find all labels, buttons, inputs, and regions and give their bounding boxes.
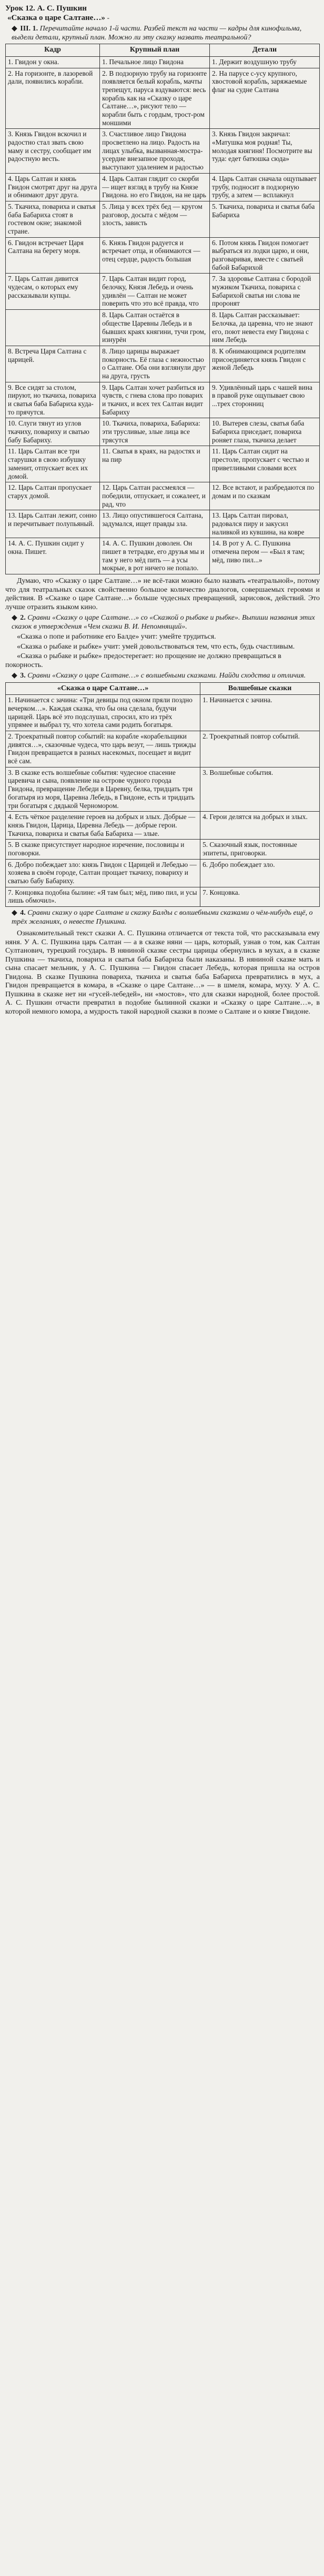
storyboard-table-body [6,56,320,574]
table-cell: 8. Встреча Царя Салтана с царицей. [6,346,100,382]
table-row [6,859,320,887]
table-cell: 12. Царь Салтан рассмеялся — победили, отпускает, и сожалеет, и рад, что [100,482,210,510]
table-row [6,418,320,446]
table-cell: 10. Вытерев слезы, сватья баба Бабариха приседает, повариха роняет глаза, ткачиха делает [210,418,320,446]
table-cell: 9. Царь Салтан хочет разбиться из чувств, с гнева слова про поварих и ткачих, и всех тех Салтан видит Бабариху [100,382,210,418]
table-cell: 4. Царь Салтан сначала ощупывает трубу, подносит в подзорную трубу, а затем — всплакнул [210,173,320,201]
table-row [6,840,320,859]
table-cell: 11. Царь Салтан все три старушки в свою избушку заменит, отпускает всех их домой. [6,446,100,482]
table-row [6,510,320,538]
table-cell: 3. Счастливое лицо Гвидона просветлено на лицо. Радость на лицах улыбка, вызванная-мостра-усердие внезапное проходя, выступают удалением и радостью [100,129,210,173]
task-number: 2. [20,614,26,622]
subtitle-note: - [107,13,109,22]
table-cell: 14. А. С. Пушкин сидит у окна. Пишет. [6,538,100,574]
table-row [6,56,320,68]
task-2 [5,614,320,631]
header-magic-tales: Волшебные сказки [200,682,320,695]
table-cell: 7. Концовка подобна былине: «Я там был; мёд, пиво пил, и усы лишь обмочил». [6,887,200,906]
table-cell: 5. Сказочный язык, постоянные эпитеты, приговорки. [200,840,320,859]
table-cell: 5. Ткачиха, повариха и сватья баба Бабариха стоят в гостевом окне; знакомой стране. [6,201,100,237]
table-row [6,731,320,767]
table-cell: 11. Царь Салтан сидит на престоле, пропускает с честью и приветливыми словами всех [210,446,320,482]
header-tale: «Сказка о царе Салтане…» [6,682,200,695]
quotes-list [5,633,320,670]
table-cell: 4. Есть чёткое разделение героев на добрых и злых. Добрые — князь Гвидон, Царица, Царевна Лебедь — добрые герои. Ткачиха, повариха и сватья баба Бабариха — злые. [6,812,200,840]
table-cell: 2. На горизонте, в лазоревой дали, появились корабли. [6,68,100,129]
table-cell: 7. Царь Салтан видит город, белочку, Князя Лебедь и очень удивлён — Салтан не может поверить что это всё правда, что [100,274,210,310]
table-row [6,812,320,840]
table-row [6,767,320,811]
table-cell: 1. Гвидон у окна. [6,56,100,68]
task-text: Сравни сказку о царе Салтане и сказку Балды с волшебными сказками о чём-нибудь ещё, о трёх желаниях, о невесте Пушкина. [12,909,313,926]
table-cell: 10. Ткачиха, повариха, Бабариха: эти трусливые, злые лица все трясутся [100,418,210,446]
task-3 [5,672,320,681]
diamond-icon: ◆ [12,614,17,622]
table-cell: 7. Концовка. [200,887,320,906]
table-cell: 7. Царь Салтан дивится чудесам, о которых ему рассказывали купцы. [6,274,100,310]
table-cell: 6. Потом князь Гвидон помогает выбраться из лодки царю, и они, разговаривая, вместе с сватьей бабой Бабарихой [210,237,320,274]
table-cell: 8. Лицо царицы выражает покорность. Её глаза с нежностью о Салтане. Оба они взглянули друг на друга, грусть [100,346,210,382]
table-cell: 5. Ткачиха, повариха и сватья баба Бабариха [210,201,320,237]
table-cell: 8. Царь Салтан остаётся в обществе Царевны Лебедь и в бывших краях княгини, тучи гром, изнурён [100,310,210,346]
table-header-row [6,682,320,695]
table-cell: 14. В рот у А. С. Пушкина отмечена пером — «Был я там; мёд, пиво пил...» [210,538,320,574]
task-text: Сравни «Сказку о царе Салтане…» со «Сказкой о рыбаке и рыбке». Выпиши названия этих сказок в утверждения «Чем сказки В. И. Непомнящий». [12,614,315,631]
table-cell: 13. Лицо опустившегося Салтана, задумался, ищет правды зла. [100,510,210,538]
table-row [6,482,320,510]
conclusion-paragraph: Думаю, что «Сказку о царе Салтане…» не всё-таки можно было назвать «театральной», потому что для театральных сказок свойственно большое количество диалогов, совершаемых героями и действия. В «Сказке о царе Салтане…» больше чудесных превращений, зарисовок, действий. Это лучше отразить языком кино. [5,577,320,611]
lesson-subtitle [5,14,320,23]
table-cell: 2. В подзорную трубу на горизонте появляется белый корабль, мачты трепещут, паруса вздуваются: весь корабль как на «Сказку о царе Салтане…», рисуют тело — корабли быть с гордым, трост-ром моншими [100,68,210,129]
diamond-icon: ◆ [12,909,17,917]
task-text: Перечитайте начало 1-й части. Разбей текст на части — кадры для кинофильма, выдели детали, крупный план. Можно ли эту сказку назвать театральной? [12,25,302,42]
comparison-table-body [6,695,320,907]
table-header-row [6,44,320,57]
table-cell: 3. Волшебные события. [200,767,320,811]
table-cell: 12. Царь Салтан пропускает старух домой. [6,482,100,510]
task-number: III. 1. [20,25,38,33]
table-cell: 1. Начинается с зачина. [200,695,320,731]
table-cell: 3. Князь Гвидон вскочил и радостно стал звать свою маму и сестру, сообщает им радостную весть. [6,129,100,173]
table-cell: 6. Добро побеждает зло: князь Гвидон с Царицей и Лебедью — хозяева в своём городе, Салтан прощает ткачиху, повариху и сватью бабу Бабариху. [6,859,200,887]
table-row [6,274,320,310]
table-cell [6,310,100,346]
header-frame: Кадр [6,44,100,57]
table-cell: 13. Царь Салтан пировал, радовался пиру и закусил наливкой из кувшина, на ковре [210,510,320,538]
task-number: 3. [20,672,26,680]
table-row [6,129,320,173]
table-row [6,68,320,129]
table-cell: 8. Царь Салтан рассказывает: Белочка, да царевна, что не знают его, поют невеста ему Гвидона с ним Лебедь [210,310,320,346]
comparison-table [5,682,320,907]
quote-line: «Сказка о рыбаке и рыбке» предостерегает: но прощение не должно превращаться в покорность. [5,652,281,669]
table-cell: 2. Троекратный повтор событий. [200,731,320,767]
table-cell: 13. Царь Салтан лежит, сонно и перечитывает полупьяный. [6,510,100,538]
task-text: Сравни «Сказку о царе Салтане…» с волшебными сказками. Найди сходства и отличия. [27,672,306,680]
table-cell: 1. Печальное лицо Гвидона [100,56,210,68]
diamond-icon: ◆ [12,672,17,680]
table-cell: 1. Начинается с зачина: «Три девицы под окном пряли поздно вечерком…». Каждая сказка, что бы она сделала, будучи царицей. Царь всё это подслушал, спросил, кто из трёх упрямее и выбрал ту, что хотела сами родить богатыря. [6,695,200,731]
diamond-icon: ◆ [12,25,17,33]
table-row [6,446,320,482]
table-cell: 14. А. С. Пушкин доволен. Он пишет в тетрадке, его друзья мы и там у него мёд пить — а усы мокрые, в рот ничего не попало. [100,538,210,574]
final-paragraph: Ознакомительный текст сказки А. С. Пушкина отличается от текста той, что рассказывала ему няня. У А. С. Пушкина царь Салтан — а в сказке няни — царь, который, узнав о том, как Салтан Султанович, турецкий государь. В няниной сказке сестры царицы обернулись в мухах, а в сказке Пушкина — ткачиха, повариха и сватья баба Бабариха были наказаны. В няниной сказке мать и сына спасает мельник, у А. С. Пушкина — Гвидон спасает Лебедь, которая пришла на остров Гвидона. В сказке Пушкина повариха, ткачиха и сватья баба Бабариха превратились в мух, а Гвидон превращается в комара, в «Сказке о царе Салтане…» — в шмеля, комара, муху. У А. С. Пушкина в сказке нет ни «гусей-лебедей», ни «мостов», что для сказки народной, более простой. А. С. Пушкин отчасти превратил в подобие былинной сказки и «Сказку о царе Салтане…», в которой немного юмора, а мудрость такой народной сказки в поэме о Салтане и о князе Гвидоне. [5,930,320,1016]
table-cell: 4. Герои делятся на добрых и злых. [200,812,320,840]
table-cell: 3. В сказке есть волшебные события: чудесное спасение царевича и сына, появление на острове чудного города Гвидона, превращение Лебеди в Царевну, белка, тридцать три богатыря из моря, Царевна Лебедь, в Гвидоне, есть и тридцать три богатыря с дядькой Черномором. [6,767,200,811]
table-cell: 4. Царь Салтан глядит со скорби — ищет взгляд в трубу на Князе Гвидона. но его Гвидон, на не царь [100,173,210,201]
header-closeup: Крупный план [100,44,210,57]
table-cell: 6. Князь Гвидон радуется и встречает отца, и обнимаются — отец сердце, радость большая [100,237,210,274]
table-row [6,173,320,201]
table-cell: 2. На парусе с-усу крупного, хвостовой корабль, заряжаемые флаг на судне Салтана [210,68,320,129]
table-cell: 6. Гвидон встречает Царя Салтана на берегу моря. [6,237,100,274]
table-row [6,695,320,731]
table-cell: 4. Царь Салтан и князь Гвидон смотрят друг на друга и обнимают друг друга. [6,173,100,201]
lesson-header [5,4,320,23]
table-cell: 9. Удивлённый царь с чашей вина в правой руке ощупывает свою ...трех сторонниц [210,382,320,418]
table-cell: 5. В сказке присутствует народное изречение, пословицы и поговорки. [6,840,200,859]
task-1 [5,25,320,42]
table-cell: 7. За здоровье Салтана с бородой мужиком Ткачиха, повариха с Бабарихой сватья ни слова не проронят [210,274,320,310]
subtitle-text: «Сказка о царе Салтане…» [7,13,105,22]
table-row [6,538,320,574]
table-cell: 10. Слуги тянут из углов ткачиху, повариху и сватью бабу Бабариху. [6,418,100,446]
task-4 [5,909,320,926]
table-row [6,382,320,418]
table-cell: 1. Держит воздушную трубу [210,56,320,68]
page [0,0,324,1029]
storyboard-table [5,44,320,574]
quote-line: «Сказка о попе и работнике его Балде» учит: умейте трудиться. [17,633,216,641]
table-cell: 6. Добро побеждает зло. [200,859,320,887]
table-cell: 9. Все сидят за столом, пируют, но ткачиха, повариха и сватья баба Бабариха куда-то прячутся. [6,382,100,418]
table-cell: 2. Троекратный повтор событий: на корабле «корабельщики дивятся…», сказочные чудеса, что царь везут, — лишь трижды Гвидон превращается в разных насекомых, посещает и видит всё сам. [6,731,200,767]
table-cell: 12. Все встают, и разбредаются по домам и по сказкам [210,482,320,510]
table-cell: 8. К обнимающимся родителям присоединяется князь Гвидон с женой Лебедь [210,346,320,382]
table-row [6,237,320,274]
table-cell: 11. Сватья в краях, на радостях и на пир [100,446,210,482]
table-row [6,201,320,237]
task-number: 4. [20,909,26,917]
table-cell: 3. Князь Гвидон закричал: «Матушка моя родная! Ты, молодая княгиня! Посмотрите вы туда: едет батюшка сюда» [210,129,320,173]
quote-line: «Сказка о рыбаке и рыбке» учит: умей довольствоваться тем, что есть, будь счастливым. [17,642,295,651]
table-row [6,346,320,382]
table-cell: 5. Лица у всех трёх бед — кругом разговор, досыта с мёдом — злость, зависть [100,201,210,237]
header-details: Детали [210,44,320,57]
table-row [6,887,320,906]
lesson-title: Урок 12. А. С. Пушкин [5,4,87,13]
table-row [6,310,320,346]
